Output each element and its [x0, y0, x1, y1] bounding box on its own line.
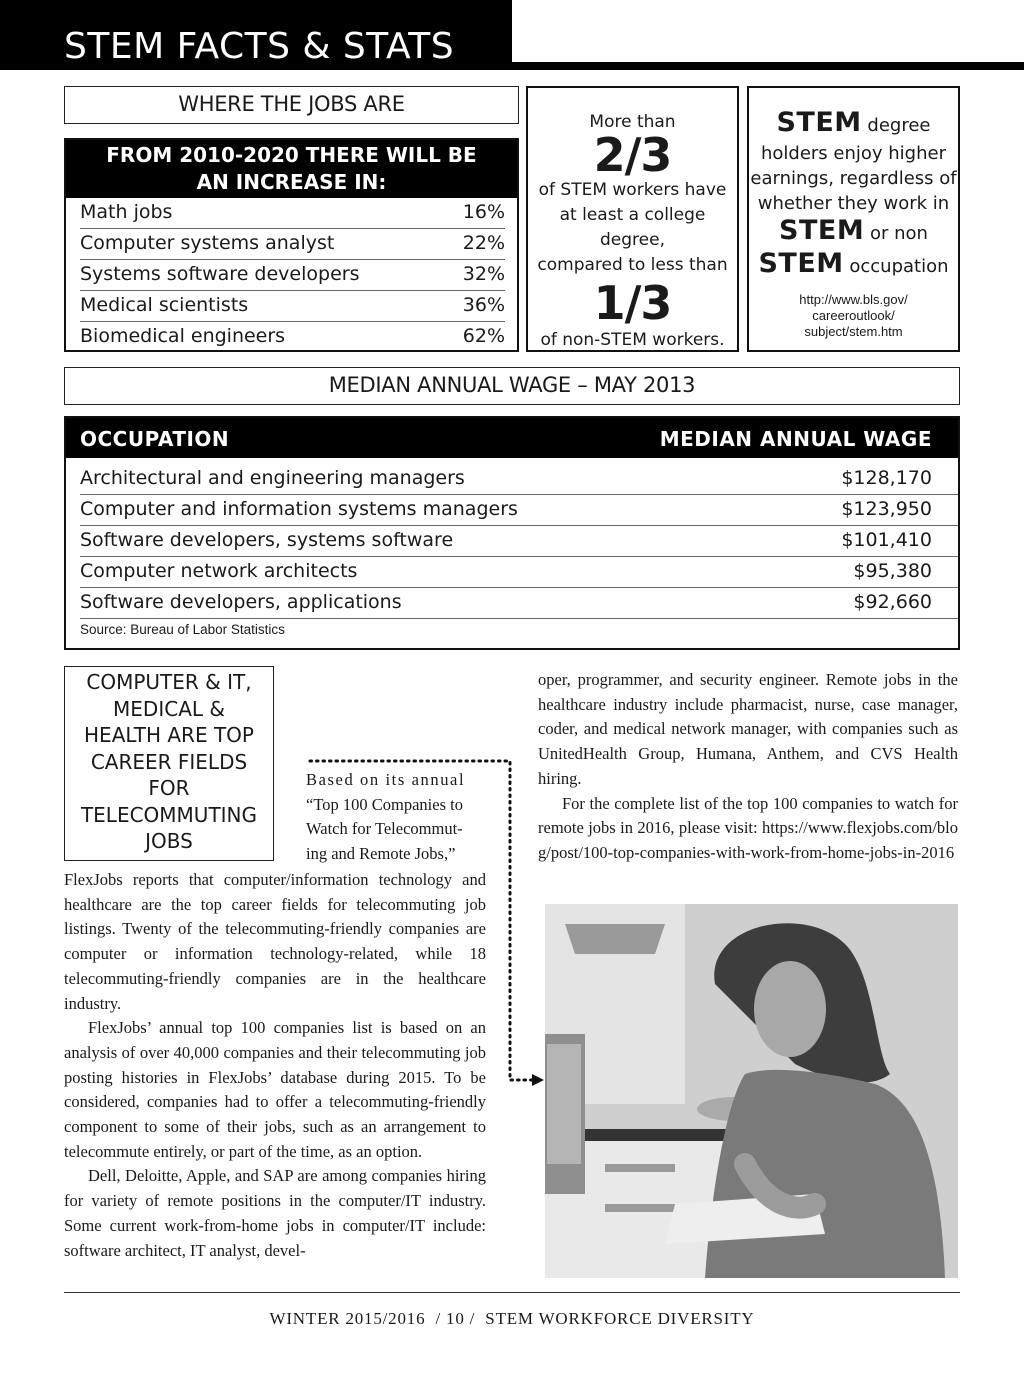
bls-url[interactable]	[749, 292, 958, 340]
wage-source: Source: Bureau of Labor Statistics	[80, 622, 285, 637]
stem-word: STEM	[776, 107, 862, 138]
table-row	[80, 228, 505, 260]
url-line: http://www.bls.gov/	[799, 292, 908, 307]
article-headline-box	[64, 666, 274, 861]
article-paragraph: For the complete list of the top 100 companies to watch for remote jobs in 2016, please visit: https://www.flexjobs.com/blog/post/100-top-companies-with-work-from-home-jobs-in-2016	[538, 793, 958, 862]
col-wage: MEDIAN ANNUAL WAGE	[659, 427, 932, 451]
fraction-two-thirds: 2/3	[593, 128, 672, 182]
degree-line1: of STEM workers have	[538, 180, 727, 200]
header-rule	[512, 62, 1024, 70]
intro-line: “Top 100 Companies to	[306, 794, 463, 814]
wage-title: MEDIAN ANNUAL WAGE – MAY 2013	[328, 373, 696, 397]
degree-stat-box	[526, 86, 739, 352]
table-row	[80, 556, 958, 588]
row-value: 32%	[462, 263, 505, 285]
woman-at-computer-photo	[545, 904, 958, 1278]
stem-word: STEM	[758, 248, 844, 279]
earnings-box	[747, 86, 960, 352]
article-column-2	[538, 668, 958, 866]
row-label: Systems software developers	[80, 263, 360, 285]
page-title: STEM FACTS & STATS	[64, 26, 455, 67]
table-row	[80, 587, 958, 619]
degree-line2: at least a college degree,	[559, 205, 706, 250]
table-row	[80, 525, 958, 557]
jobs-title-box	[64, 86, 519, 124]
row-value: $95,380	[853, 560, 932, 582]
table-row	[80, 463, 958, 495]
row-value: 62%	[462, 325, 505, 347]
jobs-table	[64, 138, 519, 352]
degree-line3: compared to less than	[537, 255, 728, 275]
dotted-arrow-connector	[300, 758, 550, 1090]
earnings-word: occupation	[849, 256, 949, 277]
row-label: Computer network architects	[80, 560, 358, 582]
article-paragraph: oper, programmer, and security engineer. Remote jobs in the healthcare industry include pharmacist, nurse, case manager, coder, and medical network manager, with companies such as UnitedHealth Group, Humana, Anthem, and CVS Health hiring.	[538, 670, 958, 788]
degree-line4: of non-STEM workers.	[540, 330, 725, 350]
row-label: Math jobs	[80, 201, 173, 223]
article-paragraph: FlexJobs reports that computer/information technology and healthcare are the top career fields for telecommuting job listings. Twenty of the telecommuting-friendly companies are computer or information technology-related, while 18 telecommuting-friendly companies are in the healthcare industry.	[64, 870, 486, 1013]
photo-illustration	[545, 904, 958, 1278]
table-row	[80, 259, 505, 291]
row-label: Computer systems analyst	[80, 232, 335, 254]
wage-table-header	[66, 418, 958, 458]
headline-line: FOR	[148, 776, 190, 800]
article-paragraph: FlexJobs’ annual top 100 companies list is based on an analysis of over 40,000 companies and their telecommuting job posting histories in FlexJobs’ database during 2015. To be considered, companies had to offer a telecommuting-friendly component to some of their jobs, such as an arrangement to telecommute entirely, or part of the time, as an option.	[64, 1018, 486, 1161]
table-row	[80, 197, 505, 229]
intro-line: Based on its annual	[306, 770, 466, 789]
row-value: 36%	[462, 294, 505, 316]
jobs-title: WHERE THE JOBS ARE	[178, 92, 405, 116]
earnings-line3: earnings, regardless of	[750, 168, 957, 189]
headline-line: JOBS	[145, 829, 193, 853]
fraction-one-third: 1/3	[593, 276, 672, 330]
footer-rule	[64, 1292, 960, 1293]
table-row	[80, 290, 505, 322]
jobs-headline-line2: AN INCREASE IN:	[196, 170, 387, 194]
earnings-line5	[749, 216, 958, 249]
url-line: careeroutlook/	[812, 308, 895, 323]
earnings-line1	[749, 108, 958, 141]
intro-line: Watch for Telecommut-	[306, 819, 463, 839]
headline-line: MEDICAL &	[113, 696, 225, 721]
headline-line: CAREER FIELDS	[90, 749, 248, 774]
row-label: Architectural and engineering managers	[80, 467, 465, 489]
table-row	[80, 321, 505, 352]
jobs-headline	[66, 140, 517, 198]
earnings-line2: holders enjoy higher	[760, 143, 946, 164]
more-than-text: More than	[589, 112, 676, 132]
headline-line: HEALTH ARE TOP	[84, 723, 254, 747]
stem-word: STEM	[779, 215, 865, 246]
row-label: Medical scientists	[80, 294, 249, 316]
earnings-word: degree	[867, 115, 931, 136]
url-line: subject/stem.htm	[804, 324, 903, 339]
row-value: $92,660	[853, 591, 932, 613]
jobs-headline-line1: FROM 2010-2020 THERE WILL BE	[106, 143, 477, 167]
earnings-word: or non	[869, 223, 928, 244]
row-value: 16%	[462, 201, 505, 223]
intro-line: ing and Remote Jobs,”	[306, 844, 456, 864]
headline-line: COMPUTER & IT,	[86, 670, 252, 694]
col-occupation: OCCUPATION	[80, 427, 230, 451]
headline-line: TELECOMMUTING	[80, 802, 258, 827]
row-value: $123,950	[841, 498, 932, 520]
row-value: $101,410	[841, 529, 932, 551]
wage-title-box	[64, 367, 960, 405]
row-label: Software developers, systems software	[80, 529, 454, 551]
row-value: $128,170	[841, 467, 932, 489]
table-row	[80, 494, 958, 526]
row-label: Biomedical engineers	[80, 325, 286, 347]
wage-table	[64, 416, 960, 650]
earnings-line6	[749, 249, 958, 282]
earnings-line4: whether they work in	[757, 193, 950, 214]
row-label: Software developers, applications	[80, 591, 402, 613]
article-paragraph: Dell, Deloitte, Apple, and SAP are among companies hiring for variety of remote positions in the computer/IT industry. Some current work-from-home jobs in computer/IT include: software architect, IT analyst, devel-	[64, 1166, 486, 1260]
page-footer: WINTER 2015/2016 / 10 / STEM WORKFORCE DIVERSITY	[269, 1309, 755, 1328]
row-label: Computer and information systems managers	[80, 498, 518, 520]
row-value: 22%	[462, 232, 505, 254]
